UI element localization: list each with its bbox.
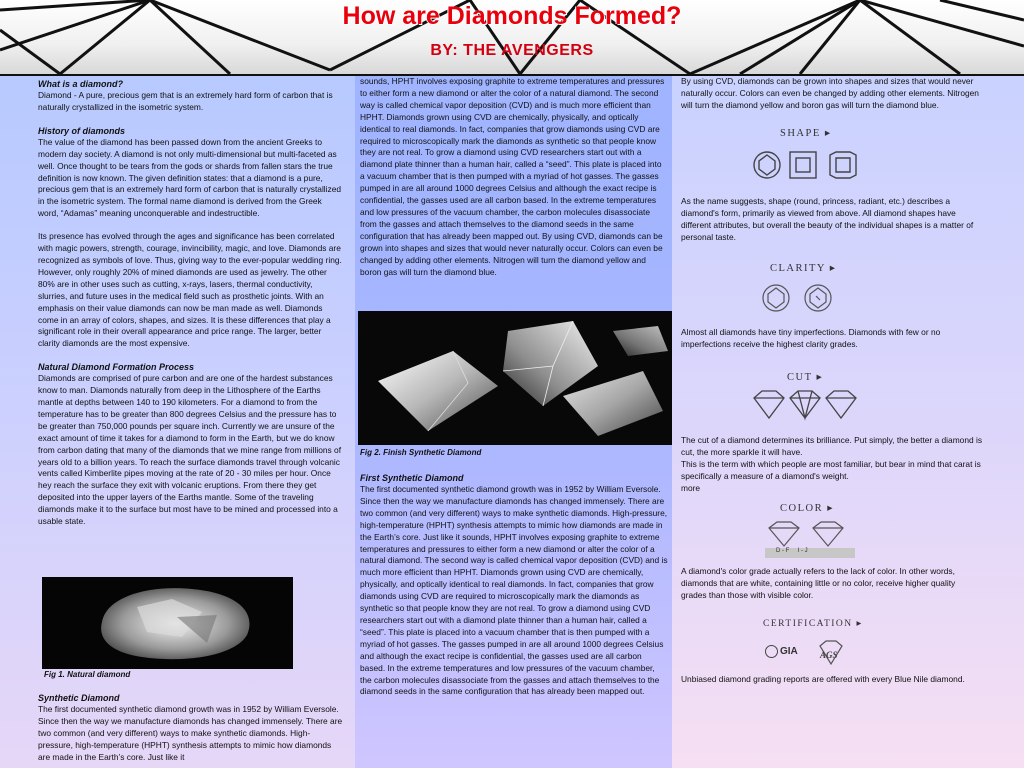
text-cvd-continued: By using CVD, diamonds can be grown into shapes and sizes that would never naturally occur. Colors can even be changed by adding other elements. Nitrogen will turn the diamond yellow and boron gas will turn the diamond blue. <box>681 76 979 110</box>
synthetic-diamond-photo <box>358 311 672 445</box>
first-synthetic-section <box>360 472 668 698</box>
synthetic-diamonds-image <box>358 311 672 445</box>
play-icon: ▸ <box>827 503 834 514</box>
heading-natural-formation: Natural Diamond Formation Process <box>38 362 195 373</box>
poster-title: How are Diamonds Formed? <box>342 2 682 30</box>
play-icon: ▸ <box>829 263 837 274</box>
cut-label-text: CUT <box>787 372 813 383</box>
column-middle <box>360 76 668 278</box>
shape-label <box>780 127 832 139</box>
gia-logo <box>765 645 798 658</box>
poster-header <box>0 0 1024 76</box>
text-color: A diamond's color grade actually refers to the lack of color. In other words, diamonds that are white, containing little or no color, receive higher quality grades than those with visible color. <box>681 566 956 600</box>
cut-icons <box>750 386 860 422</box>
more-link[interactable]: more <box>681 482 701 493</box>
spacer <box>38 114 344 125</box>
clarity-label <box>770 262 837 274</box>
spacer <box>38 220 344 231</box>
heading-what-is-diamond: What is a diamond? <box>38 79 124 89</box>
natural-diamond-image <box>42 577 293 669</box>
cut-section <box>681 435 983 495</box>
spacer <box>38 350 344 361</box>
clarity-icons <box>760 282 840 318</box>
gia-seal-icon <box>765 645 778 658</box>
text-synthetic: The first documented synthetic diamond growth was in 1952 by William Eversole. Since then the way we manufacture diamonds has changed immensely. There are two common (and very different) ways to make synthetic diamonds. High-pressure, high-temperature (HPHT) synthesis attempts to mimic how diamonds are made in the Earth’s core. Just like it <box>38 704 343 762</box>
play-icon: ▸ <box>856 619 863 629</box>
text-cut-carat: This is the term with which people are most familiar, but bear in mind that carat is specifically a measure of a diamond's weight. <box>681 458 981 481</box>
text-presence: Its presence has evolved through the ages and significance has been correlated with magic powers, strength, courage, invincibility, magic, and love. Diamonds are recognized as symbols of love. Thus, giving way to the ever-popular wedding ring. However, only roughly 20% of mined diamonds are used as jewelry. The other 80% are in other uses such as cutting, x-rays, lasers, thermal conductivity, slurries, and future uses in the medical field such as prosthetic joints. With an emphasis on their value diamonds can now be man made as well. Diamonds come in an array of colors, shapes, and sizes. It is these differences that play a significant role in their overall appearance and price range. The larger, better clarity diamonds are the most expensive. <box>38 231 342 349</box>
text-history: The value of the diamond has been passed down from the ancient Greeks to modern day society. A diamond is not only multi-dimensional but multi-faceted as well. Once thought to be tears from the gods or shards from fallen stars the true definition is now known. The given definition states: that a diamond is a pure, precious gem that is an extremely hard form of carbon that is naturally crystallized in the isometric system. The formal name diamond is derived from the Greek word, “Adamas” meaning unconquerable and indestructible. <box>38 136 342 219</box>
heading-history: History of diamonds <box>38 125 126 136</box>
color-label <box>780 502 834 514</box>
heading-synthetic: Synthetic Diamond <box>38 693 120 703</box>
cut-label <box>787 371 823 383</box>
fig2-caption: Fig 2. Finish Synthetic Diamond <box>360 448 482 457</box>
color-label-text: COLOR <box>780 503 824 514</box>
text-shape: As the name suggests, shape (round, princess, radiant, etc.) describes a diamond's form, primarily as viewed from above. All diamond shapes have different attributes, but overall the beauty of the individual shapes is a matter of personal taste. <box>681 196 974 242</box>
natural-diamond-photo <box>42 577 293 669</box>
synthetic-section <box>38 692 344 764</box>
ags-text: AGS <box>820 650 838 660</box>
text-clarity: Almost all diamonds have tiny imperfections. Diamonds with few or no imperfections receive the highest clarity grades. <box>681 327 941 349</box>
color-grade-scale: D - F I - J <box>776 548 808 554</box>
certification-label-text: CERTIFICATION <box>763 619 853 629</box>
play-icon: ▸ <box>816 372 824 383</box>
text-first-synthetic: The first documented synthetic diamond growth was in 1952 by William Eversole. Since then the way we manufacture diamonds has changed immensely. There are two common (and very different) ways to make synthetic diamonds. High-pressure, high-temperature (HPHT) synthesis attempts to mimic how diamonds are made in the Earth’s core. Just like it sounds, HPHT involves exposing graphite to extreme temperatures and pressures to either form a new diamond or alter the color of a natural diamond. The second way is called chemical vapor deposition (CVD) and is much more efficient than HPHT. Diamonds grown using CVD are chemically, physically, and optically identical to real diamonds. In fact, companies that grow diamonds using CVD are required to microscopically mark the diamonds as synthetic so that people know they are not real. To grow a diamond using CVD researchers start out with a diamond plate thinner than a human hair, called a “seed”. This plate is placed into a vacuum chamber that is then pumped with a myriad of hot gasses. The gasses pumped in are all around 1000 degrees Celsius and although the exact recipe is confidential, the gasses used are all carbon based. In the extreme temperatures and low pressures of the vacuum chamber, the carbon molecules disassociate from the gasses and attach themselves to the diamond seeds in the same configuration that has already been mapped out. <box>360 484 668 697</box>
shape-icons <box>750 147 860 187</box>
text-cut-brilliance: The cut of a diamond determines its brilliance. Put simply, the better a diamond is cut, the more sparkle it will have. <box>681 435 983 457</box>
heading-first-synthetic: First Synthetic Diamond <box>360 473 464 483</box>
certification-label <box>763 618 863 629</box>
shape-label-text: SHAPE <box>780 128 821 139</box>
fig1-caption: Fig 1. Natural diamond <box>44 670 131 679</box>
poster-subtitle: BY: THE AVENGERS <box>430 42 594 59</box>
play-icon: ▸ <box>824 128 832 139</box>
text-natural-formation: Diamonds are comprised of pure carbon and are one of the hardest substances know to man. Diamonds naturally from deep in the Lithosphere of the Earths mantle at depths between 140 to 190 kilometers. For a diamond to from the temperature has to be greater than 800 degrees Celsius and the pressure has to be greater than 750,000 pounds per square inch. Currently we are unsure of the exact amount of time it takes for a diamond to form in the Earth, but we do know from carbon dating that many of the diamonds that we mine range from millions of years old to a billion years. To reach the surface diamonds travel through volcanic vents called Kimberlite pipes moving at the rate of 20 - 30 miles per hour. Once hey reach the surface they exit with volcanic eruptions. From there they get deposited into the upper layers of the Earths mantle. Some of the traveling diamonds make it to the surface but most have to be mined and processed into a usable state. <box>38 373 342 527</box>
text-what-is-diamond: Diamond - A pure, precious gem that is an extremely hard form of carbon that is naturally crystallized in the isometric system. <box>38 90 333 112</box>
text-certification: Unbiased diamond grading reports are offered with every Blue Nile diamond. <box>681 674 965 684</box>
text-hpht-cvd: sounds, HPHT involves exposing graphite to extreme temperatures and pressures to either form a new diamond or alter the color of a natural diamond. The second way is called chemical vapor deposition (CVD) and is much more efficient than HPHT. Diamonds grown using CVD are chemically, physically, and optically identical to real diamonds. In fact, companies that grow diamonds using CVD are required to microscopically mark the diamonds as synthetic so that people know they are not real. To grow a diamond using CVD researchers start out with a diamond plate thinner than a human hair, called a “seed”. This plate is placed into a vacuum chamber that is then pumped with a myriad of hot gasses. The gasses pumped in are all around 1000 degrees Celsius and although the exact recipe is confidential, the gasses used are all carbon based. In the extreme temperatures and low pressures of the vacuum chamber, the carbon molecules disassociate from the gasses and attach themselves to the diamond seeds in the same configuration that has already been mapped out. By using CVD, diamonds can be grown into shapes and sizes that would never naturally occur. Colors can even be changed by adding other elements. Nitrogen will turn the diamond yellow and boron gas will turn the diamond blue. <box>360 76 665 277</box>
clarity-label-text: CLARITY <box>770 263 826 274</box>
gia-text: GIA <box>780 646 798 658</box>
